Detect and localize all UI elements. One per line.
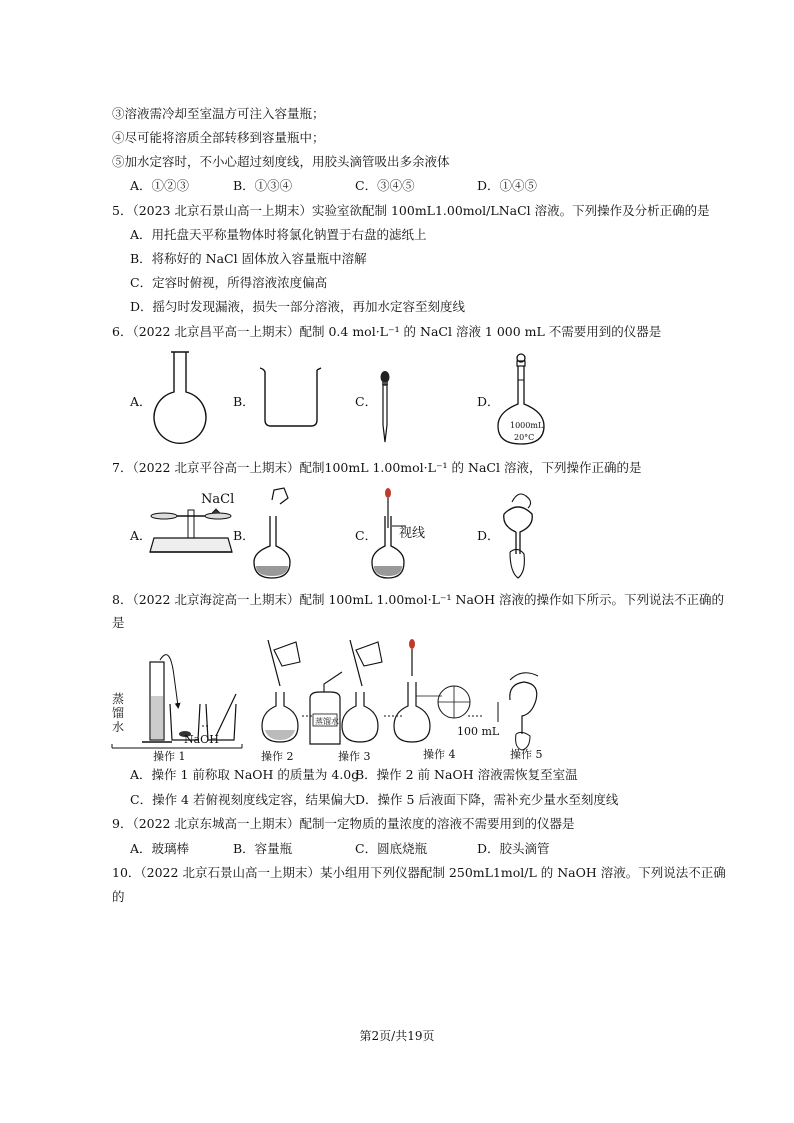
wash-bottle-label: 蒸馏水 (315, 717, 339, 726)
q8-option-d: D．操作 5 后液面下降，需补充少量水至刻度线 (355, 792, 619, 807)
flask-invert (498, 673, 538, 750)
flask-temp-label: 20°C (514, 433, 535, 442)
op-3-label: 操作 3 (338, 750, 371, 763)
q6-label-d: D． (477, 394, 500, 409)
flask-rinse (342, 640, 382, 742)
op-4-label: 操作 4 (423, 748, 456, 761)
q6-label-c: C． (355, 394, 378, 409)
q8-option-b: B．操作 2 前 NaOH 溶液需恢复至室温 (355, 767, 578, 782)
q5-stem: 5．（2023 北京石景山高一上期末）实验室欲配制 100mL1.00mol/LNaCl 溶液。下列操作及分析正确的是 (112, 203, 710, 218)
volume-label: 100 mL (457, 725, 500, 738)
q8-option-a: A．操作 1 前称取 NaOH 的质量为 4.0g (130, 767, 360, 782)
wash-bottle (310, 672, 342, 744)
flask-volume-label: 1000mL (510, 421, 544, 430)
balance-icon (146, 500, 236, 560)
water-char-2: 馏 (112, 706, 125, 720)
beaker-icon (258, 366, 324, 428)
transfer-to-flask-icon (250, 486, 300, 582)
q7-stem: 7．（2022 北京平谷高一上期末）配制100mL 1.00mol·L⁻¹ 的 NaCl 溶液，下列操作正确的是 (112, 460, 642, 475)
q5-option-d: D．摇匀时发现漏液，损失一部分溶液，再加水定容至刻度线 (130, 299, 466, 314)
prev-option-d: D．①④⑤ (477, 178, 538, 193)
water-char-1: 蒸 (112, 692, 125, 706)
round-bottom-flask-icon (150, 350, 210, 442)
q5-option-c: C．定容时俯视，所得溶液浓度偏高 (130, 275, 328, 290)
q5-option-a: A．用托盘天平称量物体时将氯化钠置于右盘的滤纸上 (130, 227, 427, 242)
naoh-procedure-diagram (112, 636, 712, 766)
q5-option-b: B．将称好的 NaCl 固体放入容量瓶中溶解 (130, 251, 367, 266)
q6-label-b: B． (233, 394, 255, 409)
statement-5: ⑤加水定容时，不小心超过刻度线，用胶头滴管吸出多余液体 (112, 154, 450, 169)
dropper-icon (376, 370, 394, 448)
statement-3: ③溶液需冷却至室温方可注入容量瓶； (112, 106, 325, 121)
q6-stem: 6．（2022 北京昌平高一上期末）配制 0.4 mol·L⁻¹ 的 NaCl 溶液 1 000 mL 不需要用到的仪器是 (112, 324, 662, 339)
sight-line-label: 视线 (399, 526, 426, 541)
q7-label-b: B． (233, 528, 255, 543)
q9-option-b: B．容量瓶 (233, 841, 293, 856)
op-2-label: 操作 2 (261, 750, 294, 763)
nacl-label: NaCl (201, 492, 235, 507)
q7-label-a: A． (130, 528, 152, 543)
page-footer: 第2页/共19页 (359, 1029, 435, 1043)
flask-pour (262, 640, 300, 742)
op-5-label: 操作 5 (510, 748, 543, 761)
graduated-cylinder (142, 662, 172, 742)
q9-option-a: A．玻璃棒 (130, 841, 190, 856)
prev-option-c: C．③④⑤ (355, 178, 415, 193)
q9-stem: 9．（2022 北京东城高一上期末）配制一定物质的量浓度的溶液不需要用到的仪器是 (112, 816, 575, 831)
naoh-label: NaOH (184, 733, 219, 746)
q10-stem-line2: 的 (112, 889, 125, 904)
q7-label-c: C． (355, 528, 378, 543)
water-char-3: 水 (112, 720, 125, 734)
prev-option-a: A．①②③ (130, 178, 190, 193)
q8-option-c: C．操作 4 若俯视刻度线定容，结果偏大 (130, 792, 356, 807)
statement-4: ④尽可能将溶质全部转移到容量瓶中； (112, 130, 325, 145)
q6-label-a: A． (130, 394, 152, 409)
q9-option-c: C．圆底烧瓶 (355, 841, 428, 856)
q10-stem-line1: 10．（2022 北京石景山高一上期末）某小组用下列仪器配制 250mL1mol/L 的 NaOH 溶液。下列说法不正确 (112, 865, 726, 880)
op-1-label: 操作 1 (153, 750, 186, 763)
q9-option-d: D．胶头滴管 (477, 841, 550, 856)
q8-stem-line1: 8．（2022 北京海淀高一上期末）配制 100mL 1.00mol·L⁻¹ NaOH 溶液的操作如下所示。下列说法不正确的 (112, 592, 725, 607)
shaking-flask-icon (494, 486, 542, 582)
prev-option-b: B．①③④ (233, 178, 293, 193)
q8-stem-line2: 是 (112, 615, 125, 630)
q7-label-d: D． (477, 528, 500, 543)
